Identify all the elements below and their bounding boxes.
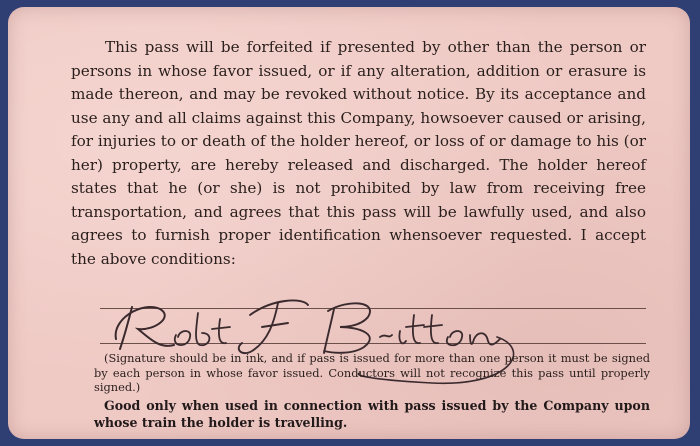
pass-conditions-text: This pass will be forfeited if presented by other than the person or persons in whose favor issued, or if any alteration, addition or erasure is made thereon, and may be revoked without notice. By its acceptance and use any and all claims against this Company, howsoever caused or arising, for injuries to or death of the holder hereof, or loss of or damage to his (or her) property, are hereby released and discharged. The holder hereof states that he (or she) is not prohibited by law from receiving free transportation, and agrees that this pass will be lawfully used, and also agrees to furnish proper identification whensoever requested. I accept the above conditions: <box>71 38 646 268</box>
railroad-pass-card <box>8 7 690 439</box>
signature-instructions: (Signature should be in ink, and if pass is issued for more than one person it must be signed by each person in whose favor issued. Conductors will not recognize this pass until properly signed.) <box>94 351 650 394</box>
validity-notice: Good only when used in connection with pass issued by the Company upon whose train the holder is travelling. <box>94 398 650 430</box>
